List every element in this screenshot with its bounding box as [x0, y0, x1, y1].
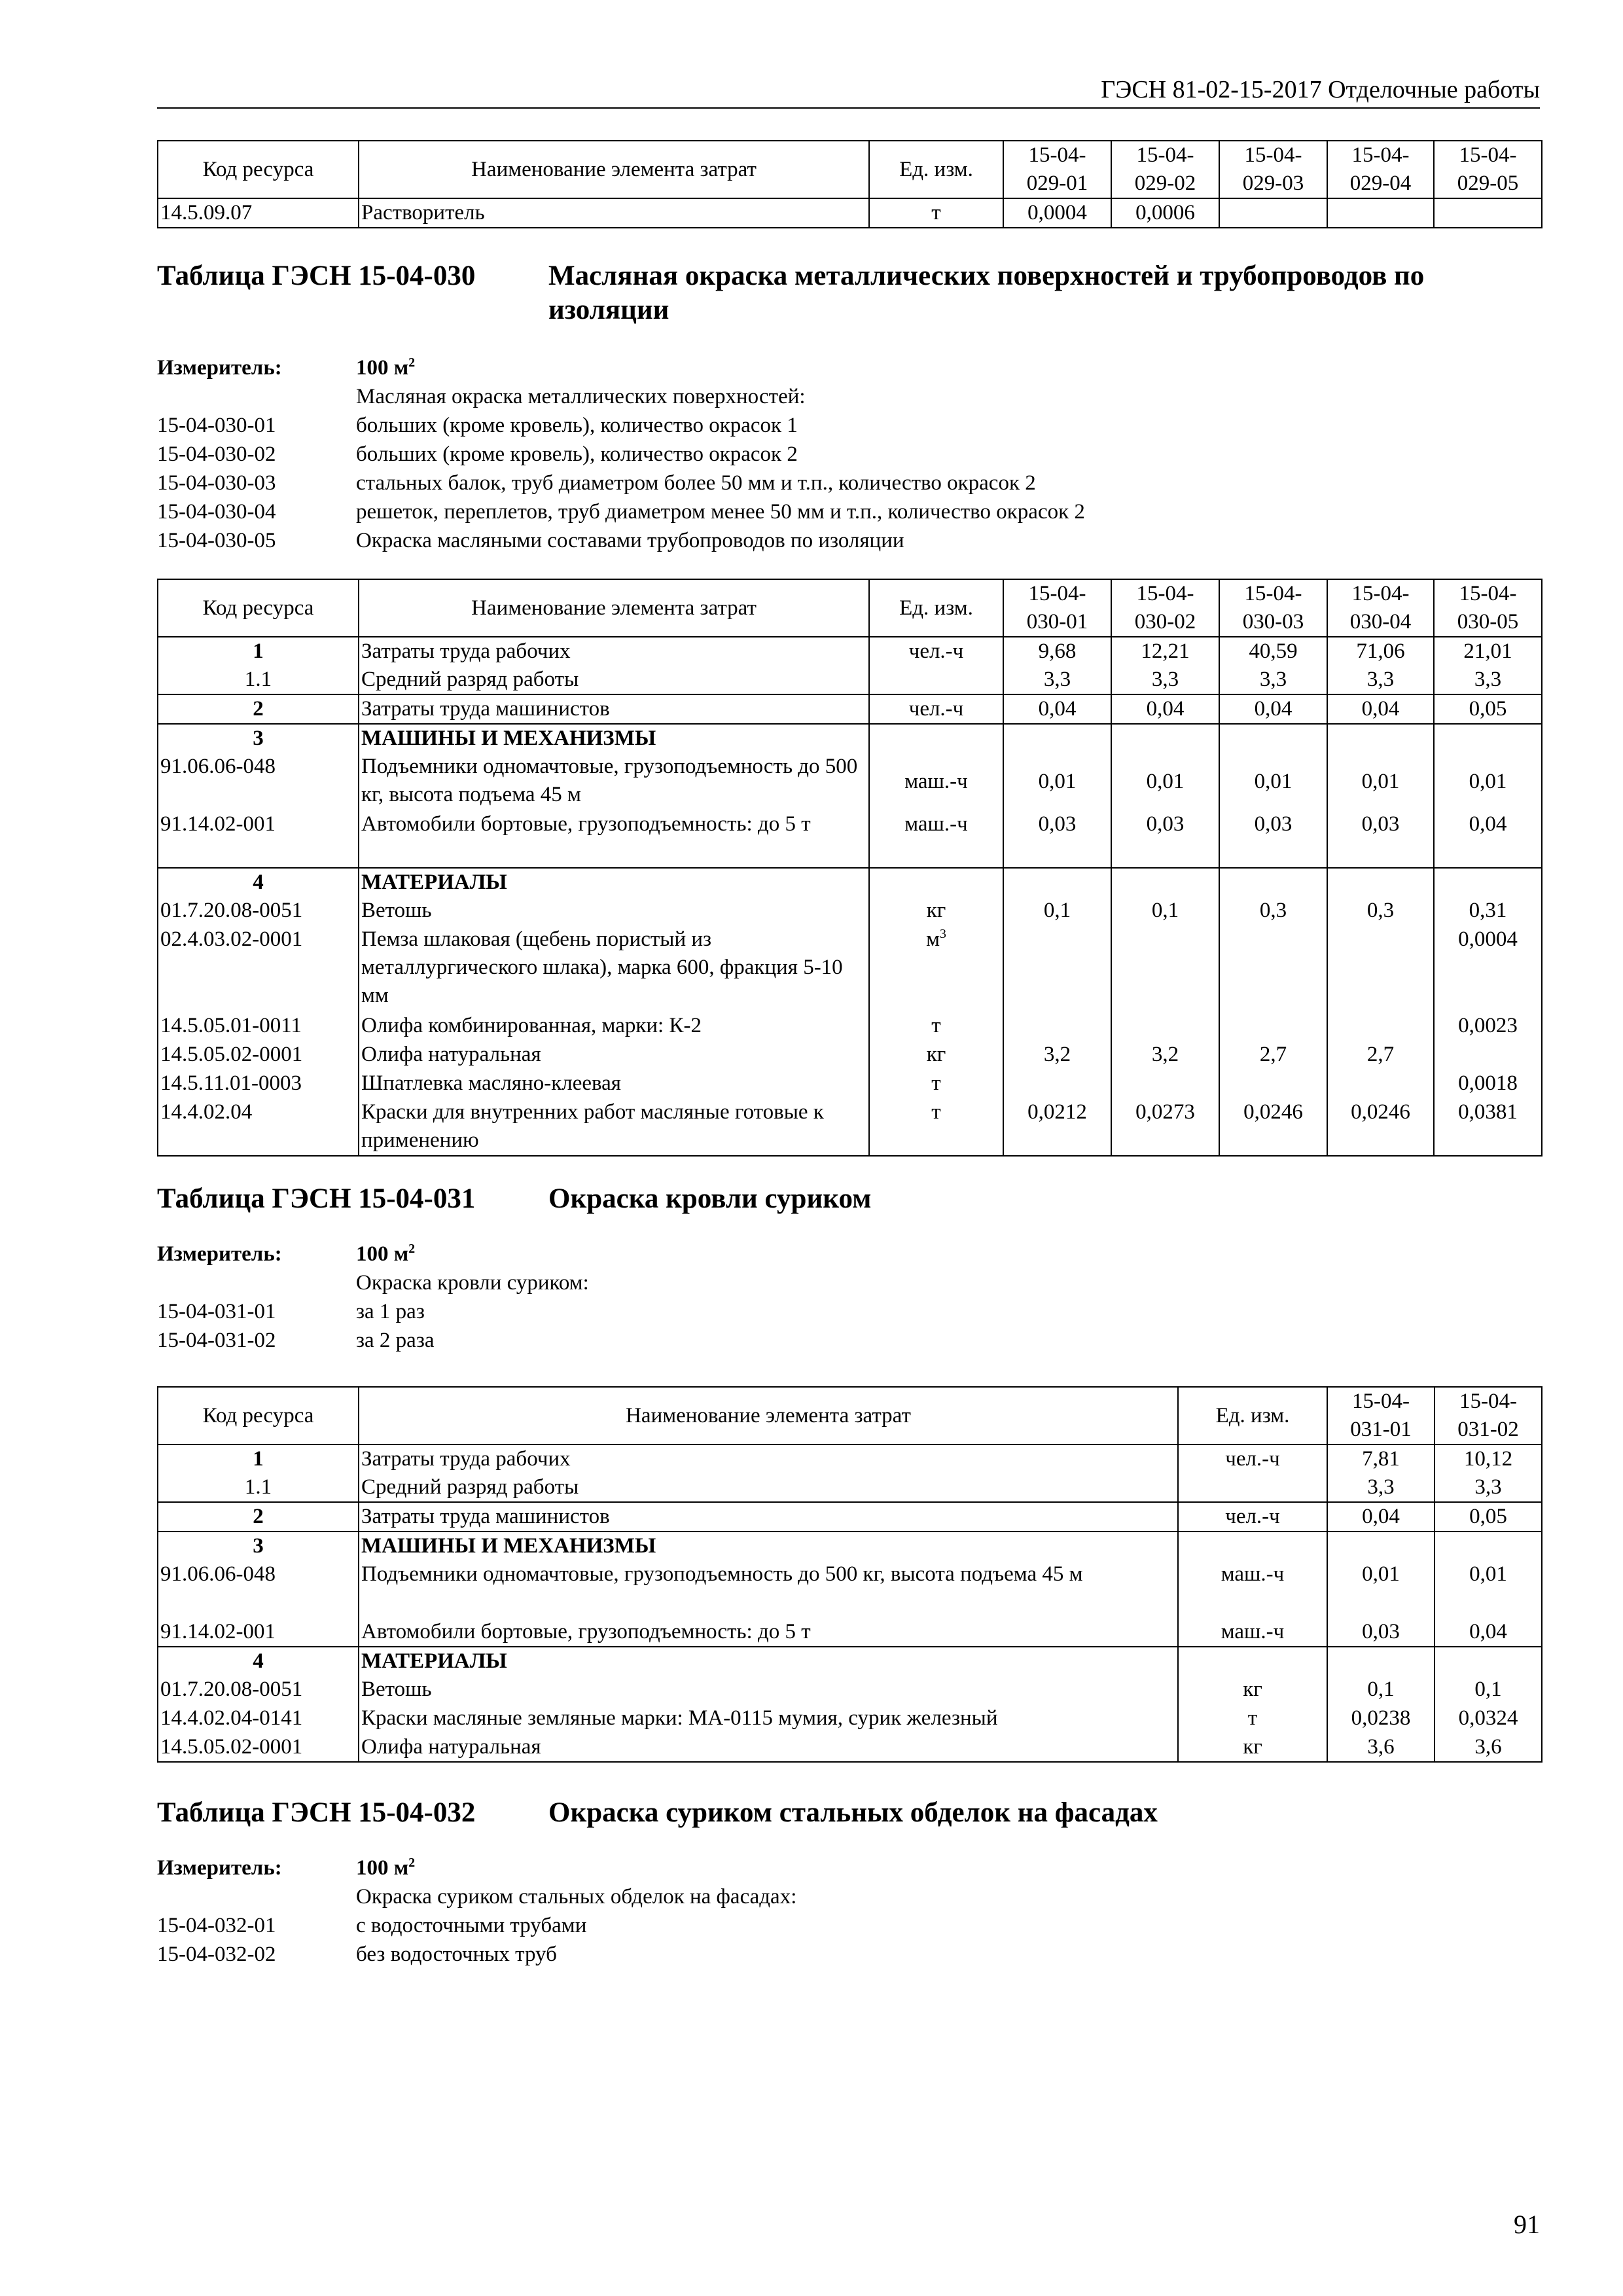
resource-code: 1: [158, 1444, 359, 1473]
measure-value: 100 $м^2$: [356, 1242, 416, 1266]
measure-label: Измеритель:: [157, 356, 282, 380]
resource-value: 0,0381: [1434, 1098, 1542, 1156]
page-number: 91: [1514, 2210, 1540, 2239]
table-row: [158, 925, 1542, 1012]
resource-name: Олифа натуральная: [359, 1041, 869, 1069]
column-header-norm: 15-04- 029-01: [1003, 141, 1111, 198]
resource-name: Подъемники одномачтовые, грузоподъемность до 500 кг, высота подъема 45 м: [359, 753, 869, 810]
table-number-030: Таблица ГЭСН 15-04-030: [157, 260, 476, 291]
resource-code: 14.5.05.02-0001: [158, 1733, 359, 1762]
table-row: [158, 897, 1542, 925]
norm-description: Окраска масляными составами трубопроводов по изоляции: [356, 529, 904, 552]
section-title-031: Окраска кровли суриком: [548, 1183, 872, 1214]
table-header-row: [158, 141, 1542, 198]
resource-name: Олифа натуральная: [359, 1733, 1178, 1762]
running-header: ГЭСН 81-02-15-2017 Отделочные работы: [1101, 76, 1540, 103]
table-row: [158, 868, 1542, 897]
resource-unit: маш.-ч: [869, 810, 1003, 868]
column-header-norm: 15-04- 030-05: [1434, 579, 1542, 637]
resource-value: 9,68: [1003, 637, 1111, 666]
column-header-unit: Ед. изм.: [1178, 1387, 1327, 1444]
table-row: [158, 666, 1542, 694]
resource-name: Затраты труда рабочих: [359, 1444, 1178, 1473]
norm-description: за 1 раз: [356, 1300, 425, 1323]
resource-value: [1003, 1069, 1111, 1098]
section-title-030: Масляная окраска металлических поверхностей и трубопроводов по изоляции: [548, 260, 1425, 325]
resource-value: [1003, 925, 1111, 1012]
table-row: [158, 1676, 1542, 1704]
resource-value: 3,6: [1435, 1733, 1542, 1762]
resource-unit: т: [869, 198, 1003, 228]
resource-value: [1327, 198, 1434, 228]
table-header-row: [158, 579, 1542, 637]
table-row: [158, 1647, 1542, 1676]
resource-value: 10,12: [1435, 1444, 1542, 1473]
resource-code: 01.7.20.08-0051: [158, 1676, 359, 1704]
resource-value: 0,0324: [1435, 1704, 1542, 1733]
resource-unit: чел.-ч: [1178, 1444, 1327, 1473]
resource-value: 0,3: [1327, 897, 1434, 925]
resource-group-code: 3: [158, 724, 359, 753]
resource-value: 0,0246: [1219, 1098, 1327, 1156]
resource-value: 0,0246: [1327, 1098, 1434, 1156]
resource-name: Пемза шлаковая (щебень пористый из металлургического шлака), марка 600, фракция 5-10 мм: [359, 925, 869, 1012]
table-row: [158, 724, 1542, 753]
resource-value: [1111, 1012, 1219, 1041]
resource-value: 3,3: [1327, 1473, 1435, 1502]
resource-unit: [1178, 1473, 1327, 1502]
resource-unit: чел.-ч: [1178, 1502, 1327, 1532]
table-15-04-029: [157, 140, 1543, 228]
table-row: [158, 1502, 1542, 1532]
resource-value: [1219, 1012, 1327, 1041]
resource-code: 02.4.03.02-0001: [158, 925, 359, 1012]
resource-value: 3,3: [1434, 666, 1542, 694]
resource-value: [1003, 1012, 1111, 1041]
resource-value: 0,1: [1327, 1676, 1435, 1704]
resource-name: Краски для внутренних работ масляные готовые к применению: [359, 1098, 869, 1156]
resource-value: [1434, 1041, 1542, 1069]
resource-code: 14.4.02.04-0141: [158, 1704, 359, 1733]
resource-value: 0,31: [1434, 897, 1542, 925]
resource-code: 1: [158, 637, 359, 666]
resource-value: 0,01: [1434, 753, 1542, 810]
resource-value: 0,04: [1434, 810, 1542, 868]
table-row: [158, 810, 1542, 868]
resource-value: 0,0018: [1434, 1069, 1542, 1098]
resource-value: 0,0006: [1111, 198, 1219, 228]
table-header-row: [158, 1387, 1542, 1444]
resource-unit: кг: [1178, 1733, 1327, 1762]
table-row: [158, 1560, 1542, 1618]
table-row: [158, 1098, 1542, 1156]
table-15-04-030: [157, 579, 1543, 1157]
resource-code: 91.14.02-001: [158, 1618, 359, 1647]
norm-description: без водосточных труб: [356, 1943, 557, 1966]
resource-name: Затраты труда машинистов: [359, 1502, 1178, 1532]
norm-description: стальных балок, труб диаметром более 50 мм и т.п., количество окрасок 2: [356, 471, 1036, 495]
table-number-031: Таблица ГЭСН 15-04-031: [157, 1183, 476, 1214]
resource-code: 91.06.06-048: [158, 1560, 359, 1618]
resource-unit: т: [869, 1098, 1003, 1156]
resource-value: 0,04: [1219, 694, 1327, 724]
resource-unit: маш.-ч: [1178, 1618, 1327, 1647]
resource-value: [1111, 1069, 1219, 1098]
resource-group-code: 3: [158, 1532, 359, 1560]
resource-unit: маш.-ч: [1178, 1560, 1327, 1618]
resource-value: [1219, 925, 1327, 1012]
table-row: [158, 637, 1542, 666]
resource-code: 91.06.06-048: [158, 753, 359, 810]
column-header-norm: 15-04- 031-02: [1435, 1387, 1542, 1444]
column-header-norm: 15-04- 030-02: [1111, 579, 1219, 637]
measure-intro: Окраска суриком стальных обделок на фасадах:: [356, 1885, 797, 1909]
resource-code: 1.1: [158, 666, 359, 694]
norm-code: 15-04-030-04: [157, 500, 276, 524]
section-title-032: Окраска суриком стальных обделок на фасадах: [548, 1797, 1158, 1828]
resource-code: 14.5.05.02-0001: [158, 1041, 359, 1069]
column-header-unit: Ед. изм.: [869, 579, 1003, 637]
resource-unit: чел.-ч: [869, 637, 1003, 666]
resource-code: 01.7.20.08-0051: [158, 897, 359, 925]
resource-value: [1327, 1069, 1434, 1098]
column-header-code: Код ресурса: [158, 141, 359, 198]
resource-unit: маш.-ч: [869, 753, 1003, 810]
resource-name: Шпатлевка масляно-клеевая: [359, 1069, 869, 1098]
resource-value: 3,6: [1327, 1733, 1435, 1762]
resource-code: 14.4.02.04: [158, 1098, 359, 1156]
column-header-code: Код ресурса: [158, 579, 359, 637]
resource-group-name: МАШИНЫ И МЕХАНИЗМЫ: [359, 724, 869, 753]
resource-value: 7,81: [1327, 1444, 1435, 1473]
resource-unit: кг: [1178, 1676, 1327, 1704]
resource-code: 14.5.09.07: [158, 198, 359, 228]
resource-name: Подъемники одномачтовые, грузоподъемность до 500 кг, высота подъема 45 м: [359, 1560, 1178, 1618]
resource-value: 0,0023: [1434, 1012, 1542, 1041]
resource-value: 0,04: [1327, 694, 1434, 724]
resource-value: 2,7: [1327, 1041, 1434, 1069]
resource-value: 0,01: [1219, 753, 1327, 810]
resource-value: 0,03: [1327, 810, 1434, 868]
norm-code: 15-04-031-01: [157, 1300, 276, 1323]
resource-name: Растворитель: [359, 198, 869, 228]
resource-value: 0,01: [1327, 1560, 1435, 1618]
resource-value: 0,0004: [1434, 925, 1542, 1012]
resource-group-name: МАТЕРИАЛЫ: [359, 868, 869, 897]
table-row: [158, 1473, 1542, 1502]
measure-intro: Окраска кровли суриком:: [356, 1271, 589, 1295]
norm-code: 15-04-030-01: [157, 414, 276, 437]
resource-value: 3,2: [1003, 1041, 1111, 1069]
resource-name: Олифа комбинированная, марки: К-2: [359, 1012, 869, 1041]
table-row: [158, 694, 1542, 724]
table-row: [158, 1532, 1542, 1560]
norm-code: 15-04-030-02: [157, 442, 276, 466]
table-row: [158, 1704, 1542, 1733]
resource-value: 3,2: [1111, 1041, 1219, 1069]
resource-name: Автомобили бортовые, грузоподъемность: до 5 т: [359, 1618, 1178, 1647]
resource-value: 0,01: [1327, 753, 1434, 810]
resource-group-name: МАТЕРИАЛЫ: [359, 1647, 1178, 1676]
resource-unit: кг: [869, 1041, 1003, 1069]
resource-code: 2: [158, 694, 359, 724]
resource-value: 0,04: [1111, 694, 1219, 724]
resource-name: Ветошь: [359, 1676, 1178, 1704]
resource-group-name: МАШИНЫ И МЕХАНИЗМЫ: [359, 1532, 1178, 1560]
resource-code: 1.1: [158, 1473, 359, 1502]
norm-description: больших (кроме кровель), количество окрасок 2: [356, 442, 798, 466]
column-header-norm: 15-04- 030-01: [1003, 579, 1111, 637]
resource-name: Автомобили бортовые, грузоподъемность: до 5 т: [359, 810, 869, 868]
measure-intro: Масляная окраска металлических поверхностей:: [356, 385, 806, 408]
resource-value: [1219, 1069, 1327, 1098]
table-row: [158, 753, 1542, 810]
column-header-norm: 15-04- 030-03: [1219, 579, 1327, 637]
measure-label: Измеритель:: [157, 1242, 282, 1266]
measure-value: 100 $м^2$: [356, 355, 416, 380]
resource-unit: чел.-ч: [869, 694, 1003, 724]
resource-value: 0,03: [1003, 810, 1111, 868]
resource-value: 0,1: [1435, 1676, 1542, 1704]
resource-name: Затраты труда рабочих: [359, 637, 869, 666]
norm-code: 15-04-030-05: [157, 529, 276, 552]
table-number-032: Таблица ГЭСН 15-04-032: [157, 1797, 476, 1828]
resource-value: [1219, 198, 1327, 228]
resource-value: 40,59: [1219, 637, 1327, 666]
table-row: [158, 1041, 1542, 1069]
resource-name: Средний разряд работы: [359, 1473, 1178, 1502]
table-row: [158, 1444, 1542, 1473]
resource-value: 0,03: [1219, 810, 1327, 868]
resource-value: 0,05: [1435, 1502, 1542, 1532]
norm-code: 15-04-030-03: [157, 471, 276, 495]
column-header-norm: 15-04- 029-02: [1111, 141, 1219, 198]
resource-unit: т: [869, 1012, 1003, 1041]
resource-value: [1111, 925, 1219, 1012]
column-header-unit: Ед. изм.: [869, 141, 1003, 198]
measure-label: Измеритель:: [157, 1856, 282, 1880]
norm-code: 15-04-032-02: [157, 1943, 276, 1966]
norm-code: 15-04-032-01: [157, 1914, 276, 1937]
column-header-norm: 15-04- 029-03: [1219, 141, 1327, 198]
resource-value: 0,04: [1327, 1502, 1435, 1532]
measure-value: 100 $м^2$: [356, 1856, 416, 1880]
resource-name: Краски масляные земляные марки: МА-0115 мумия, сурик железный: [359, 1704, 1178, 1733]
resource-value: 21,01: [1434, 637, 1542, 666]
resource-value: 3,3: [1219, 666, 1327, 694]
resource-value: 3,3: [1003, 666, 1111, 694]
table-row: [158, 1012, 1542, 1041]
table-row: [158, 198, 1542, 228]
resource-value: 3,3: [1435, 1473, 1542, 1502]
resource-value: [1327, 1012, 1434, 1041]
resource-value: 0,01: [1111, 753, 1219, 810]
resource-code: 14.5.11.01-0003: [158, 1069, 359, 1098]
resource-code: 2: [158, 1502, 359, 1532]
norm-description: с водосточными трубами: [356, 1914, 587, 1937]
column-header-norm: 15-04- 029-04: [1327, 141, 1434, 198]
resource-name: Затраты труда машинистов: [359, 694, 869, 724]
resource-value: 0,1: [1003, 897, 1111, 925]
resource-group-code: 4: [158, 1647, 359, 1676]
norm-description: за 2 раза: [356, 1329, 435, 1352]
column-header-norm: 15-04- 029-05: [1434, 141, 1542, 198]
resource-value: 12,21: [1111, 637, 1219, 666]
column-header-code: Код ресурса: [158, 1387, 359, 1444]
resource-value: [1434, 198, 1542, 228]
resource-code: 14.5.05.01-0011: [158, 1012, 359, 1041]
column-header-name: Наименование элемента затрат: [359, 141, 869, 198]
resource-value: 3,3: [1111, 666, 1219, 694]
resource-unit: [869, 666, 1003, 694]
resource-name: Ветошь: [359, 897, 869, 925]
resource-value: 0,1: [1111, 897, 1219, 925]
table-row: [158, 1733, 1542, 1762]
resource-value: 0,0212: [1003, 1098, 1111, 1156]
resource-code: 91.14.02-001: [158, 810, 359, 868]
norm-description: решеток, переплетов, труб диаметром менее 50 мм и т.п., количество окрасок 2: [356, 500, 1085, 524]
resource-value: 0,05: [1434, 694, 1542, 724]
resource-value: 3,3: [1327, 666, 1434, 694]
column-header-name: Наименование элемента затрат: [359, 579, 869, 637]
header-rule: [157, 107, 1540, 109]
resource-group-code: 4: [158, 868, 359, 897]
table-row: [158, 1069, 1542, 1098]
resource-value: 0,03: [1327, 1618, 1435, 1647]
resource-value: 0,0238: [1327, 1704, 1435, 1733]
resource-unit: т: [1178, 1704, 1327, 1733]
column-header-name: Наименование элемента затрат: [359, 1387, 1178, 1444]
resource-value: 0,04: [1435, 1618, 1542, 1647]
resource-value: 0,03: [1111, 810, 1219, 868]
resource-value: 0,0273: [1111, 1098, 1219, 1156]
resource-value: 0,3: [1219, 897, 1327, 925]
norm-code: 15-04-031-02: [157, 1329, 276, 1352]
column-header-norm: 15-04- 030-04: [1327, 579, 1434, 637]
resource-name: Средний разряд работы: [359, 666, 869, 694]
resource-value: 0,01: [1003, 753, 1111, 810]
resource-value: 71,06: [1327, 637, 1434, 666]
norm-description: больших (кроме кровель), количество окрасок 1: [356, 414, 798, 437]
resource-value: 0,01: [1435, 1560, 1542, 1618]
table-15-04-031: [157, 1386, 1543, 1763]
resource-unit: т: [869, 1069, 1003, 1098]
resource-value: 0,04: [1003, 694, 1111, 724]
table-row: [158, 1618, 1542, 1647]
resource-value: 2,7: [1219, 1041, 1327, 1069]
resource-value: 0,0004: [1003, 198, 1111, 228]
resource-unit: кг: [869, 897, 1003, 925]
resource-value: [1327, 925, 1434, 1012]
column-header-norm: 15-04- 031-01: [1327, 1387, 1435, 1444]
resource-unit: $м^3$: [869, 925, 1003, 1012]
